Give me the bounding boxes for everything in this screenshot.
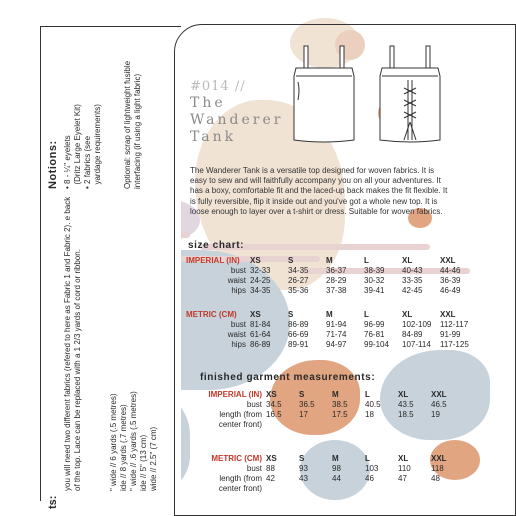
- size-label: S: [299, 390, 305, 399]
- fabric-yardage-list: [109, 391, 159, 491]
- size-label: L: [364, 256, 369, 265]
- list-item: " wide // .6 yards (.5 metres): [129, 391, 138, 491]
- list-item: ide // 8 yards (.7 metres): [119, 404, 128, 491]
- table-row: bust 32-33 34-35 36-37 38-39 40-43 44-46: [230, 266, 461, 275]
- table-row: hips 34-35 35-36 37-38 39-41 42-45 46-49: [231, 286, 461, 295]
- table-row: waist 61-64 66-69 71-74 76-81 84-89 91-99: [227, 330, 461, 339]
- size-chart-title: size chart:: [188, 240, 245, 251]
- garment-illustrations: [290, 40, 450, 152]
- pattern-title: [190, 78, 283, 146]
- pattern-name-line: The: [190, 95, 226, 111]
- size-label: S: [288, 310, 294, 319]
- table-header-row: [186, 256, 478, 266]
- size-label: XXL: [440, 256, 456, 265]
- system-label: IMPERIAL (IN): [208, 390, 262, 399]
- size-label: XS: [266, 454, 277, 463]
- table-row: length (from 16.5 17 17.5 18 18.5 19: [219, 410, 440, 419]
- notions-list: [63, 104, 103, 189]
- optional-note: Optional: scrap of lightweight fusible interfacing (if using a light fabric): [123, 60, 142, 189]
- list-item: " wide // 6 yards (.5 metres): [109, 393, 118, 491]
- size-label: M: [326, 256, 333, 265]
- table-header-row: [186, 454, 464, 464]
- table-row: bust 34.5 36.5 38.5 40.5 43.5 46.5: [246, 400, 447, 409]
- size-label: XXL: [431, 390, 447, 399]
- tank-back-icon: [380, 46, 440, 142]
- table-row: waist 24-25 26-27 28-29 30-32 33-35 36-39: [227, 276, 461, 285]
- table-header-row: [186, 310, 478, 320]
- table-row: bust 81-84 86-89 91-94 96-99 102-109 112-117: [230, 320, 469, 329]
- size-label: XS: [266, 390, 277, 399]
- size-label: XL: [402, 256, 413, 265]
- notions-rotated-content: [41, 27, 181, 509]
- notions-title: Notions:: [47, 140, 59, 189]
- fabric-intro: you will need two different fabrics (refered to here as Fabric 1 and Fabric 2). e back of the top. Lace can be replaced with a 1 2/3 yards of cord or ribbon.: [63, 196, 82, 491]
- system-label: IMPERIAL (IN): [186, 256, 240, 265]
- finished-imperial: [186, 390, 464, 430]
- size-label: XS: [250, 310, 261, 319]
- list-item: • 8 - ¼" eyelets: [63, 135, 72, 189]
- finished-metric: [186, 454, 464, 494]
- size-label: L: [365, 454, 370, 463]
- size-label: M: [326, 310, 333, 319]
- pattern-name-line: Tank: [190, 129, 237, 145]
- pattern-description: The Wanderer Tank is a versatile top designed for woven fabrics. It is easy to sew and will faithfully accompany you on all your adventures. It has a boxy, comfortable fit and the laced-up back makes the fit flexible. It is fully reversible, flip it inside out and you've got a whole new top. It is loose enough to layer over a t-shirt or dress. Suitable for woven fabrics.: [190, 166, 448, 216]
- system-label: METRIC (CM): [186, 310, 237, 319]
- table-row: center front): [218, 420, 262, 429]
- list-item: (Dritz Large Eyelet Kit): [73, 104, 82, 185]
- size-label: L: [365, 390, 370, 399]
- size-label: M: [332, 454, 339, 463]
- table-row: center front): [218, 484, 262, 493]
- size-label: S: [288, 256, 294, 265]
- size-label: XXL: [440, 310, 456, 319]
- size-label: XS: [250, 256, 261, 265]
- table-header-row: [186, 390, 464, 400]
- table-row: bust 88 93 98 103 110 118: [246, 464, 444, 473]
- list-item: wide // 2.5" (7 cm): [149, 426, 158, 491]
- size-chart-metric: [186, 310, 478, 350]
- size-label: XL: [398, 390, 409, 399]
- pattern-number: #014 //: [190, 79, 246, 94]
- list-item: ide // 5" (13 cm): [139, 434, 148, 491]
- size-label: S: [299, 454, 305, 463]
- pattern-name-line: Wanderer: [190, 112, 284, 128]
- fabric-title: ts:: [47, 495, 59, 509]
- table-row: length (from 42 43 44 46 47 48: [219, 474, 440, 483]
- list-item: • 2 fabrics (see: [83, 135, 92, 189]
- size-label: XXL: [431, 454, 447, 463]
- size-label: M: [332, 390, 339, 399]
- size-label: L: [364, 310, 369, 319]
- size-label: XL: [398, 454, 409, 463]
- notions-panel: [40, 26, 181, 509]
- system-label: METRIC (CM): [211, 454, 262, 463]
- list-item: yardage requirements): [93, 104, 102, 185]
- size-label: XL: [402, 310, 413, 319]
- table-row: hips 86-89 89-91 94-97 99-104 107-114 117-125: [231, 340, 469, 349]
- finished-measurements-title: finished garment measurements:: [200, 372, 376, 383]
- size-chart-imperial: [186, 256, 478, 296]
- tank-front-icon: [294, 46, 354, 142]
